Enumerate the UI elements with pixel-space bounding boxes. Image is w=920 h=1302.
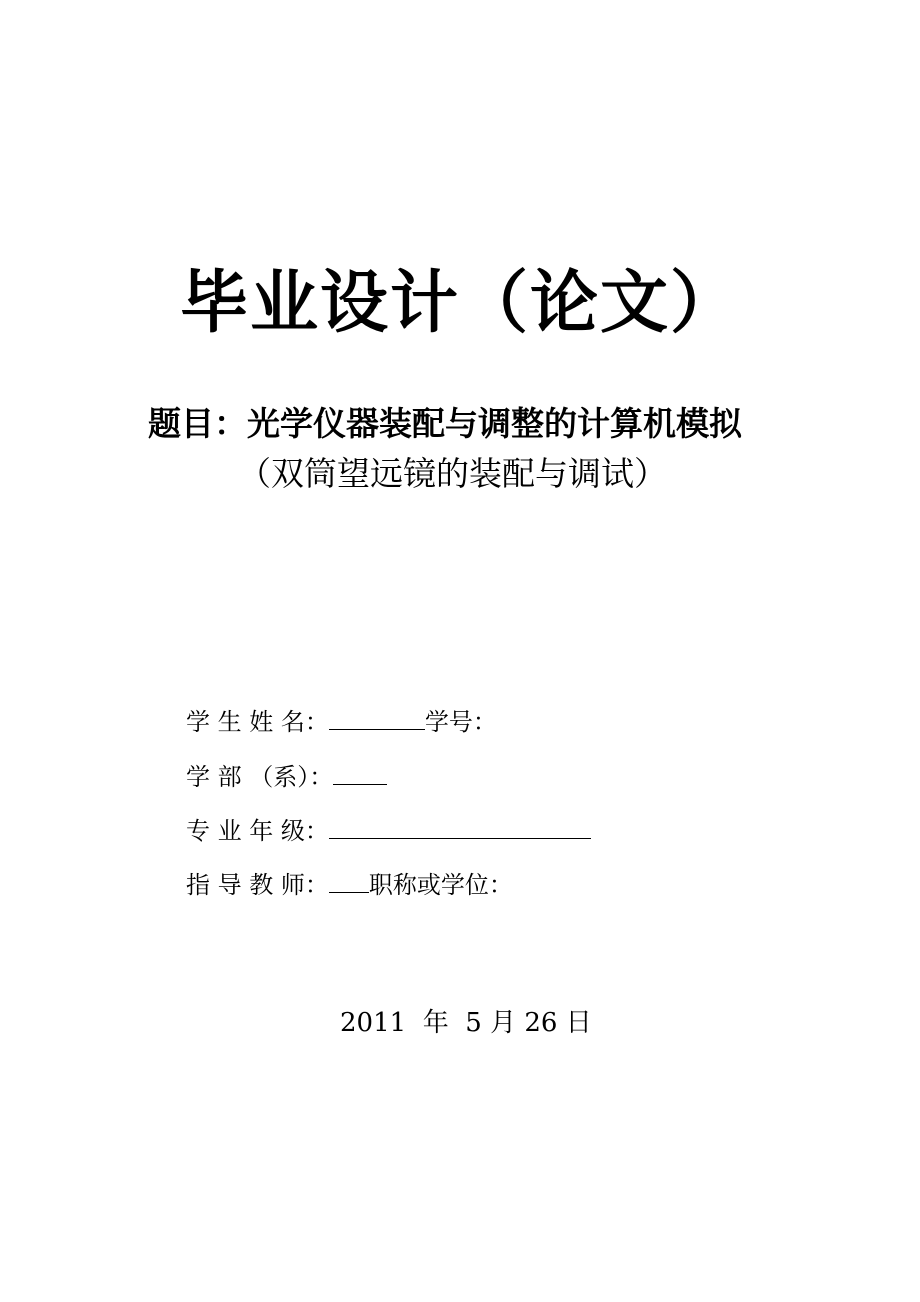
cover-title: 毕业设计（论文） bbox=[179, 264, 740, 343]
advisor-blank[interactable] bbox=[329, 866, 369, 893]
title-degree-label: 职称或学位： bbox=[368, 871, 513, 899]
department-row bbox=[186, 758, 387, 794]
date-month: 5 bbox=[465, 1008, 482, 1038]
subject-line-1: 题目：光学仪器装配与调整的计算机模拟 bbox=[148, 404, 742, 443]
student-name-label: 学 生 姓 名： bbox=[186, 708, 329, 736]
department-blank[interactable] bbox=[333, 758, 387, 785]
department-label: 学 部 （系）： bbox=[186, 763, 334, 791]
advisor-label: 指 导 教 师： bbox=[186, 871, 329, 899]
student-name-blank[interactable] bbox=[329, 703, 425, 730]
subject-line-2: （双筒望远镜的装配与调试） bbox=[238, 454, 667, 493]
date-month-unit: 月 bbox=[490, 1008, 517, 1038]
date-year-unit: 年 bbox=[422, 1008, 449, 1038]
date-day: 26 bbox=[524, 1008, 558, 1038]
date-year: 2011 bbox=[340, 1008, 407, 1038]
major-grade-row bbox=[186, 812, 591, 848]
advisor-row bbox=[186, 866, 513, 902]
major-grade-blank[interactable] bbox=[329, 812, 591, 839]
major-grade-label: 专 业 年 级： bbox=[186, 817, 329, 845]
cover-date bbox=[340, 1003, 592, 1043]
student-id-label: 学号： bbox=[424, 708, 497, 736]
student-name-row bbox=[186, 703, 497, 739]
date-day-unit: 日 bbox=[565, 1008, 592, 1038]
